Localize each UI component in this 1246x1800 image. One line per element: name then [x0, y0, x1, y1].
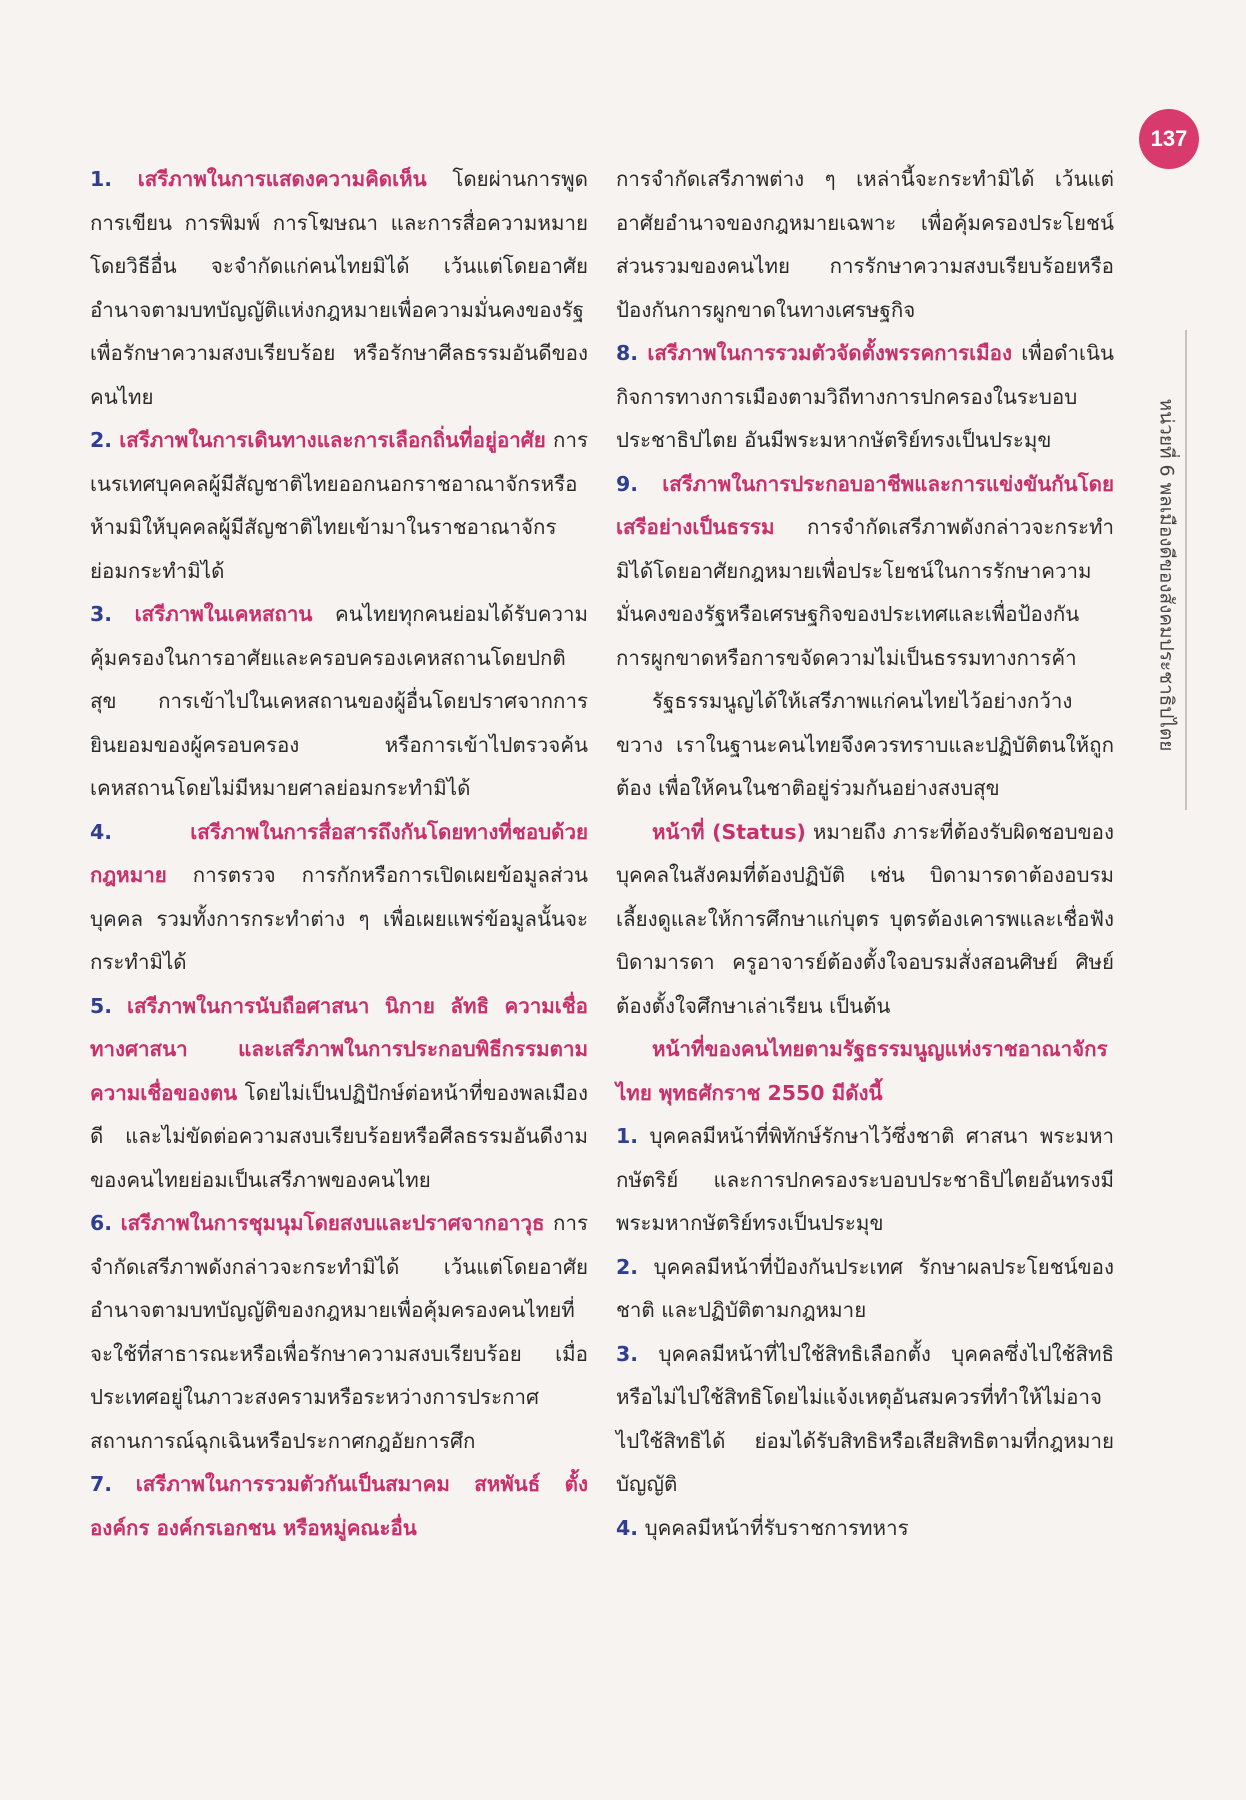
freedom-item-7: 7. เสรีภาพในการรวมตัวกันเป็นสมาคม สหพันธ์ ตั้งองค์กร องค์กรเอกชน หรือหมู่คณะอื่น	[90, 1472, 588, 1540]
freedom-heading: เสรีภาพในเคหสถาน	[134, 602, 313, 626]
right-column	[616, 158, 1114, 1550]
freedom-item-6: 6. เสรีภาพในการชุมนุมโดยสงบและปราศจากอาวุธ การจำกัดเสรีภาพดังกล่าวจะกระทำมิได้ เว้นแต่โดยอาศัยอำนาจตามบทบัญญัติของกฎหมายเพื่อคุ้มครองคนไทยที่จะใช้ที่สาธารณะหรือเพื่อรักษาความสงบเรียบร้อย เมื่อประเทศอยู่ในภาวะสงครามหรือระหว่างการประกาศสถานการณ์ฉุกเฉินหรือประกาศกฎอัยการศึก	[90, 1211, 588, 1453]
duty-text: บุคคลมีหน้าที่พิทักษ์รักษาไว้ซึ่งชาติ ศาสนา พระมหากษัตริย์ และการปกครองระบอบประชาธิปไตยอันทรงมีพระมหากษัตริย์ทรงเป็นประมุข	[616, 1124, 1114, 1235]
duty-item-3: 3. บุคคลมีหน้าที่ไปใช้สิทธิเลือกตั้ง บุคคลซึ่งไปใช้สิทธิหรือไม่ไปใช้สิทธิโดยไม่แจ้งเหตุอันสมควรที่ทำให้ไม่อาจไปใช้สิทธิได้ ย่อมได้รับสิทธิหรือเสียสิทธิตามที่กฎหมายบัญญัติ	[616, 1341, 1114, 1496]
freedom-heading: เสรีภาพในการชุมนุมโดยสงบและปราศจากอาวุธ	[120, 1211, 545, 1235]
freedom-heading: เสรีภาพในการรวมตัวกันเป็นสมาคม สหพันธ์ ตั้งองค์กร องค์กรเอกชน หรือหมู่คณะอื่น	[90, 1472, 588, 1540]
freedom-body: คนไทยทุกคนย่อมได้รับความคุ้มครองในการอาศัยและครอบครองเคหสถานโดยปกติสุข การเข้าไปในเคหสถานของผู้อื่นโดยปราศจากการยินยอมของผู้ครอบครอง หรือการเข้าไปตรวจค้นเคหสถานโดยไม่มีหมายศาลย่อมกระทำมิได้	[90, 602, 588, 800]
freedom-body: โดยผ่านการพูด การเขียน การพิมพ์ การโฆษณา และการสื่อความหมายโดยวิธีอื่น จะจำกัดแก่คนไทยมิได้ เว้นแต่โดยอาศัยอำนาจตามบทบัญญัติแห่งกฎหมายเพื่อความมั่นคงของรัฐ เพื่อรักษาความสงบเรียบร้อย หรือรักษาศีลธรรมอันดีของคนไทย	[90, 167, 588, 409]
freedom-item-9: 9. เสรีภาพในการประกอบอาชีพและการแข่งขันกันโดยเสรีอย่างเป็นธรรม การจำกัดเสรีภาพดังกล่าวจะกระทำมิได้โดยอาศัยกฎหมายเพื่อประโยชน์ในการรักษาความมั่นคงของรัฐหรือเศรษฐกิจของประเทศและเพื่อป้องกันการผูกขาดหรือการขจัดความไม่เป็นธรรมทางการค้า	[616, 471, 1114, 670]
duty-definition	[616, 811, 1114, 1029]
duty-definition-text: หมายถึง ภาระที่ต้องรับผิดชอบของบุคคลในสังคมที่ต้องปฏิบัติ เช่น บิดามารดาต้องอบรมเลี้ยงดูและให้การศึกษาแก่บุตร บุตรต้องเคารพและเชื่อฟังบิดามารดา ครูอาจารย์ต้องตั้งใจอบรมสั่งสอนศิษย์ ศิษย์ต้องตั้งใจศึกษาเล่าเรียน เป็นต้น	[616, 819, 1114, 1018]
duty-term: หน้าที่ (Status)	[652, 819, 806, 844]
freedom-7-continuation: การจำกัดเสรีภาพต่าง ๆ เหล่านี้จะกระทำมิได้ เว้นแต่อาศัยอำนาจของกฎหมายเฉพาะ เพื่อคุ้มครองประโยชน์ส่วนรวมของคนไทย การรักษาความสงบเรียบร้อยหรือป้องกันการผูกขาดในทางเศรษฐกิจ	[616, 167, 1114, 322]
freedom-item-2: 2. เสรีภาพในการเดินทางและการเลือกถิ่นที่อยู่อาศัย การเนรเทศบุคคลผู้มีสัญชาติไทยออกนอกราชอาณาจักรหรือห้ามมิให้บุคคลผู้มีสัญชาติไทยเข้ามาในราชอาณาจักรย่อมกระทำมิได้	[90, 428, 588, 583]
left-column	[90, 158, 588, 1550]
freedom-heading: เสรีภาพในการแสดงความคิดเห็น	[137, 167, 427, 191]
freedom-heading: เสรีภาพในการรวมตัวจัดตั้งพรรคการเมือง	[647, 341, 1012, 365]
freedom-heading: เสรีภาพในการเดินทางและการเลือกถิ่นที่อยู่อาศัย	[119, 428, 546, 452]
freedom-body: โดยไม่เป็นปฏิปักษ์ต่อหน้าที่ของพลเมืองดี และไม่ขัดต่อความสงบเรียบร้อยหรือศีลธรรมอันดีงามของคนไทยย่อมเป็นเสรีภาพของคนไทย	[90, 1080, 588, 1192]
duty-item-1: 1. บุคคลมีหน้าที่พิทักษ์รักษาไว้ซึ่งชาติ ศาสนา พระมหากษัตริย์ และการปกครองระบอบประชาธิปไตยอันทรงมีพระมหากษัตริย์ทรงเป็นประมุข	[616, 1124, 1114, 1235]
freedom-body: เพื่อดำเนินกิจการทางการเมืองตามวิถีทางการปกครองในระบอบประชาธิปไตย อันมีพระมหากษัตริย์ทรงเป็นประมุข	[616, 341, 1114, 452]
duty-text: บุคคลมีหน้าที่ไปใช้สิทธิเลือกตั้ง บุคคลซึ่งไปใช้สิทธิหรือไม่ไปใช้สิทธิโดยไม่แจ้งเหตุอันสมควรที่ทำให้ไม่อาจไปใช้สิทธิได้ ย่อมได้รับสิทธิหรือเสียสิทธิตามที่กฎหมายบัญญัติ	[616, 1341, 1114, 1496]
duty-item-2: 2. บุคคลมีหน้าที่ป้องกันประเทศ รักษาผลประโยชน์ของชาติ และปฏิบัติตามกฎหมาย	[616, 1254, 1114, 1322]
side-label	[1146, 355, 1186, 795]
freedom-body: การตรวจ การกักหรือการเปิดเผยข้อมูลส่วนบุคคล รวมทั้งการกระทำต่าง ๆ เพื่อเผยแพร่ข้อมูลนั้นจะกระทำมิได้	[90, 863, 588, 974]
freedom-heading: เสรีภาพในการนับถือศาสนา นิกาย ลัทธิ ความเชื่อทางศาสนา และเสรีภาพในการประกอบพิธีกรรมตามความเชื่อของตน	[90, 993, 588, 1105]
freedom-item-5: 5. เสรีภาพในการนับถือศาสนา นิกาย ลัทธิ ความเชื่อทางศาสนา และเสรีภาพในการประกอบพิธีกรรมตามความเชื่อของตน โดยไม่เป็นปฏิปักษ์ต่อหน้าที่ของพลเมืองดี และไม่ขัดต่อความสงบเรียบร้อยหรือศีลธรรมอันดีงามของคนไทยย่อมเป็นเสรีภาพของคนไทย	[90, 993, 588, 1192]
duties-heading: หน้าที่ของคนไทยตามรัฐธรรมนูญแห่งราชอาณาจักรไทย พุทธศักราช 2550 มีดังนี้	[616, 1037, 1108, 1105]
duty-text: บุคคลมีหน้าที่ป้องกันประเทศ รักษาผลประโยชน์ของชาติ และปฏิบัติตามกฎหมาย	[616, 1254, 1114, 1322]
duty-text: บุคคลมีหน้าที่รับราชการทหาร	[638, 1515, 909, 1540]
freedom-body: การเนรเทศบุคคลผู้มีสัญชาติไทยออกนอกราชอาณาจักรหรือห้ามมิให้บุคคลผู้มีสัญชาติไทยเข้ามาในราชอาณาจักรย่อมกระทำมิได้	[90, 428, 588, 583]
freedom-item-4: 4. เสรีภาพในการสื่อสารถึงกันโดยทางที่ชอบด้วยกฎหมาย การตรวจ การกักหรือการเปิดเผยข้อมูลส่วนบุคคล รวมทั้งการกระทำต่าง ๆ เพื่อเผยแพร่ข้อมูลนั้นจะกระทำมิได้	[90, 819, 588, 974]
side-label-text: หน่วยที่ 6 พลเมืองดีของสังคมประชาธิปไตย	[1155, 398, 1178, 752]
freedom-body: การจำกัดเสรีภาพดังกล่าวจะกระทำมิได้ เว้นแต่โดยอาศัยอำนาจตามบทบัญญัติของกฎหมายเพื่อคุ้มครองคนไทยที่จะใช้ที่สาธารณะหรือเพื่อรักษาความสงบเรียบร้อย เมื่อประเทศอยู่ในภาวะสงครามหรือระหว่างการประกาศสถานการณ์ฉุกเฉินหรือประกาศกฎอัยการศึก	[90, 1211, 588, 1453]
freedom-heading: เสรีภาพในการประกอบอาชีพและการแข่งขันกันโดยเสรีอย่างเป็นธรรม	[616, 471, 1114, 539]
freedom-item-8: 8. เสรีภาพในการรวมตัวจัดตั้งพรรคการเมือง เพื่อดำเนินกิจการทางการเมืองตามวิถีทางการปกครองในระบอบประชาธิปไตย อันมีพระมหากษัตริย์ทรงเป็นประมุข	[616, 341, 1114, 452]
duty-item-4: 4. บุคคลมีหน้าที่รับราชการทหาร	[616, 1515, 909, 1540]
freedom-body: การจำกัดเสรีภาพดังกล่าวจะกระทำมิได้โดยอาศัยกฎหมายเพื่อประโยชน์ในการรักษาความมั่นคงของรัฐหรือเศรษฐกิจของประเทศและเพื่อป้องกันการผูกขาดหรือการขจัดความไม่เป็นธรรมทางการค้า	[616, 515, 1114, 670]
freedom-item-1: 1. เสรีภาพในการแสดงความคิดเห็น โดยผ่านการพูด การเขียน การพิมพ์ การโฆษณา และการสื่อความหมายโดยวิธีอื่น จะจำกัดแก่คนไทยมิได้ เว้นแต่โดยอาศัยอำนาจตามบทบัญญัติแห่งกฎหมายเพื่อความมั่นคงของรัฐ เพื่อรักษาความสงบเรียบร้อย หรือรักษาศีลธรรมอันดีของคนไทย	[90, 167, 588, 409]
freedom-item-3: 3. เสรีภาพในเคหสถาน คนไทยทุกคนย่อมได้รับความคุ้มครองในการอาศัยและครอบครองเคหสถานโดยปกติสุข การเข้าไปในเคหสถานของผู้อื่นโดยปราศจากการยินยอมของผู้ครอบครอง หรือการเข้าไปตรวจค้นเคหสถานโดยไม่มีหมายศาลย่อมกระทำมิได้	[90, 602, 588, 800]
freedom-heading: เสรีภาพในการสื่อสารถึงกันโดยทางที่ชอบด้วยกฎหมาย	[90, 819, 588, 887]
summary-paragraph: รัฐธรรมนูญได้ให้เสรีภาพแก่คนไทยไว้อย่างกว้างขวาง เราในฐานะคนไทยจึงควรทราบและปฏิบัติตนให้ถูกต้อง เพื่อให้คนในชาติอยู่ร่วมกันอย่างสงบสุข	[616, 689, 1114, 800]
page-number: 137	[1139, 109, 1199, 169]
